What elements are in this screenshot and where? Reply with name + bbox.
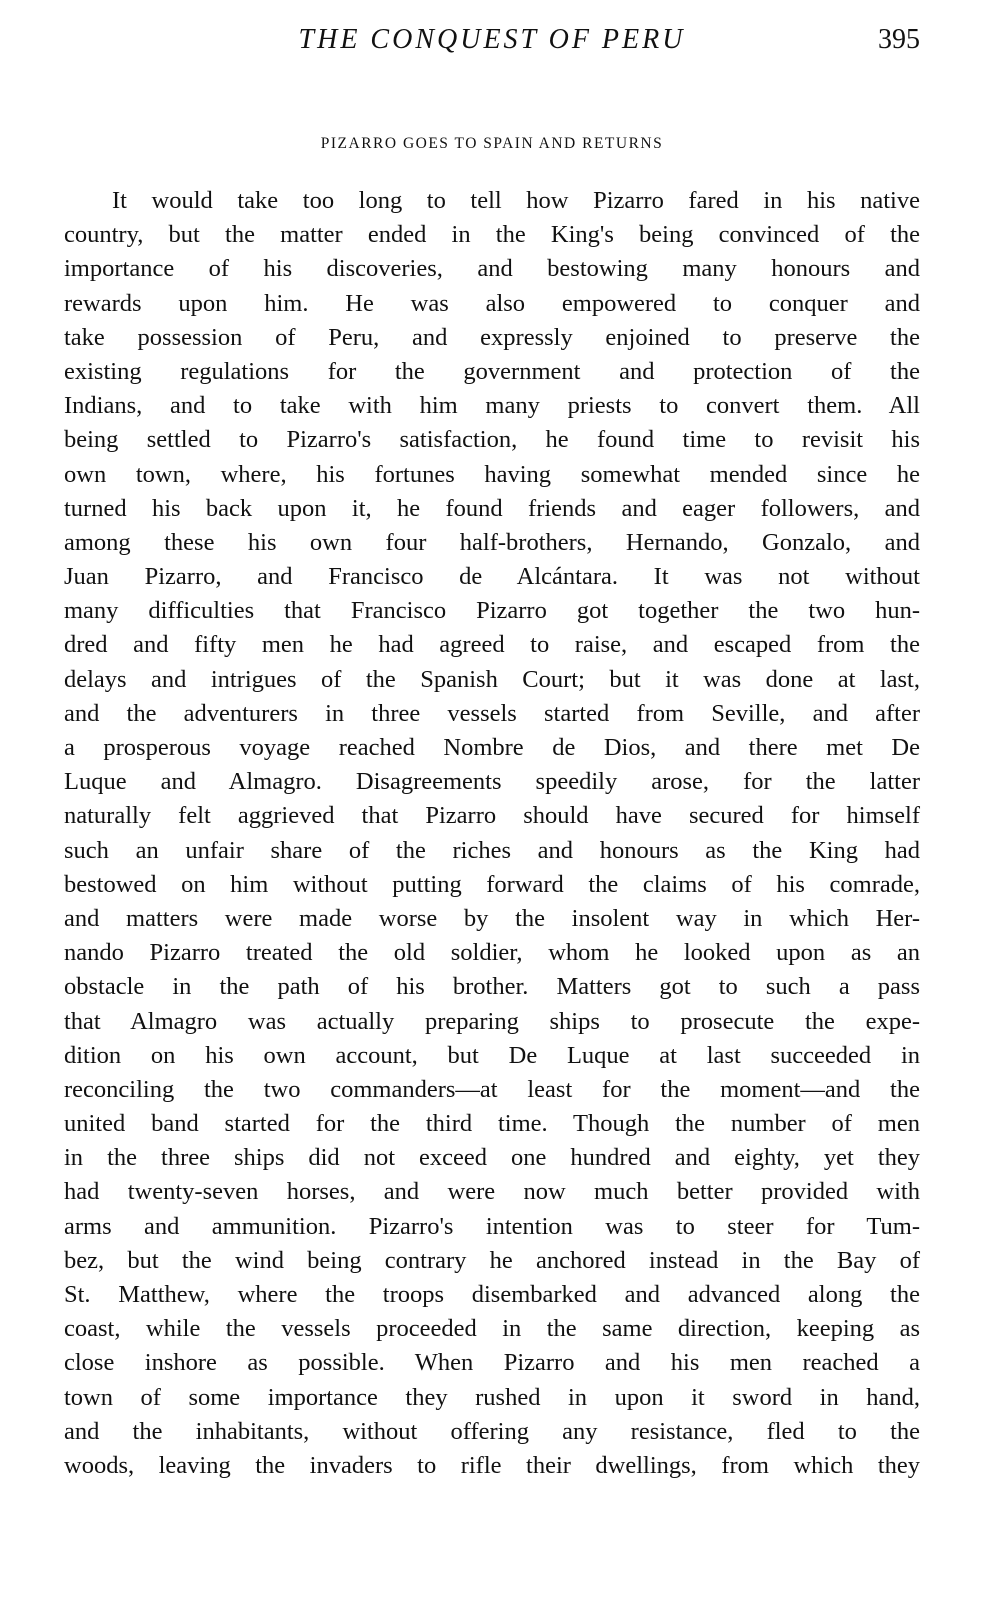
text-line: united band started for the third time. Though the number of men xyxy=(64,1110,920,1138)
text-line: Luque and Almagro. Disagreements speedily arose, for the latter xyxy=(64,768,920,796)
text-line: being settled to Pizarro's satisfaction, he found time to revisit his xyxy=(64,426,920,454)
page-number: 395 xyxy=(878,24,920,55)
text-line: in the three ships did not exceed one hundred and eighty, yet they xyxy=(64,1144,920,1172)
running-head xyxy=(64,20,920,60)
text-line: bestowed on him without putting forward the claims of his comrade, xyxy=(64,870,920,898)
text-line: and the inhabitants, without offering any resistance, fled to the xyxy=(64,1417,920,1445)
text-line: town of some importance they rushed in upon it sword in hand, xyxy=(64,1383,920,1411)
text-line: country, but the matter ended in the King's being convinced of the xyxy=(64,221,920,249)
text-line: such an unfair share of the riches and honours as the King had xyxy=(64,836,920,864)
body-paragraph xyxy=(64,184,920,1483)
text-line: nando Pizarro treated the old soldier, whom he looked upon as an xyxy=(64,939,920,967)
text-line: woods, leaving the invaders to rifle their dwellings, from which they xyxy=(64,1451,920,1479)
text-line: own town, where, his fortunes having somewhat mended since he xyxy=(64,460,920,488)
text-line: turned his back upon it, he found friends and eager followers, and xyxy=(64,494,920,522)
text-line: bez, but the wind being contrary he anchored instead in the Bay of xyxy=(64,1246,920,1274)
text-line: delays and intrigues of the Spanish Court; but it was done at last, xyxy=(64,665,920,693)
text-line: Juan Pizarro, and Francisco de Alcántara. It was not without xyxy=(64,563,920,591)
text-line: had twenty-seven horses, and were now much better provided with xyxy=(64,1178,920,1206)
text-line: that Almagro was actually preparing ships to prosecute the expe- xyxy=(64,1007,920,1035)
text-line: and the adventurers in three vessels started from Seville, and after xyxy=(64,699,920,727)
text-line: naturally felt aggrieved that Pizarro should have secured for himself xyxy=(64,802,920,830)
running-title: THE CONQUEST OF PERU xyxy=(298,24,686,55)
text-line: and matters were made worse by the insolent way in which Her- xyxy=(64,904,920,932)
text-line: reconciling the two commanders—at least for the moment—and the xyxy=(64,1075,920,1103)
text-line: a prosperous voyage reached Nombre de Dios, and there met De xyxy=(64,734,920,761)
text-line: take possession of Peru, and expressly enjoined to preserve the xyxy=(64,323,920,351)
text-line: among these his own four half-brothers, Hernando, Gonzalo, and xyxy=(64,528,920,556)
text-line: obstacle in the path of his brother. Matters got to such a pass xyxy=(64,973,920,1001)
section-heading: PIZARRO GOES TO SPAIN AND RETURNS xyxy=(320,135,664,152)
text-line: existing regulations for the government and protection of the xyxy=(64,357,920,385)
text-line: importance of his discoveries, and bestowing many honours and xyxy=(64,255,920,283)
text-line: many difficulties that Francisco Pizarro got together the two hun- xyxy=(64,597,920,625)
text-line: coast, while the vessels proceeded in the same direction, keeping as xyxy=(64,1315,920,1343)
text-line: dition on his own account, but De Luque at last succeeded in xyxy=(64,1041,920,1069)
text-line: rewards upon him. He was also empowered to conquer and xyxy=(64,289,920,317)
text-line: arms and ammunition. Pizarro's intention was to steer for Tum- xyxy=(64,1212,920,1240)
text-line: It would take too long to tell how Pizarro fared in his native xyxy=(112,187,920,214)
text-line: close inshore as possible. When Pizarro and his men reached a xyxy=(64,1349,920,1377)
text-line: Indians, and to take with him many priests to convert them. All xyxy=(64,392,920,420)
text-line: St. Matthew, where the troops disembarked and advanced along the xyxy=(64,1281,920,1308)
text-line: dred and fifty men he had agreed to raise, and escaped from the xyxy=(64,631,920,659)
